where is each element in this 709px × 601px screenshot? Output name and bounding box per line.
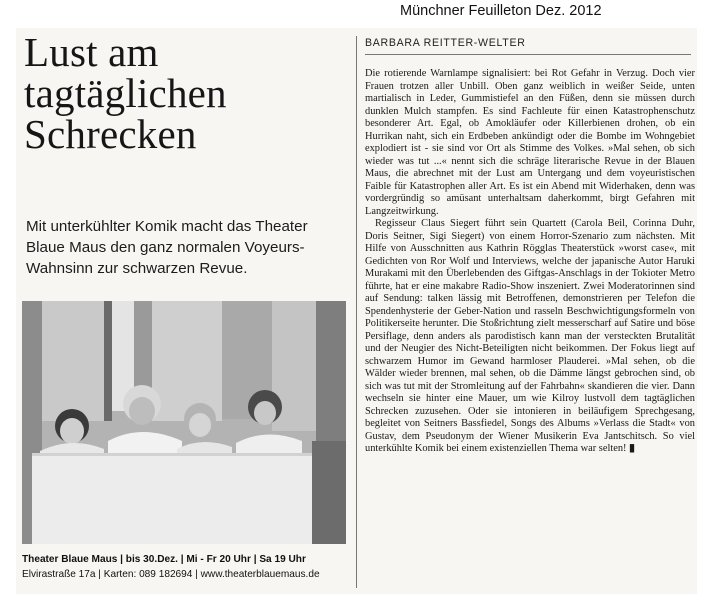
event-info bbox=[22, 552, 352, 582]
subheadline: Mit unterkühlter Komik macht das Theater Blaue Maus den ganz normalen Voyeurs-Wahnsinn zur schwarzen Revue. bbox=[26, 218, 308, 277]
stage-photo bbox=[22, 301, 346, 544]
event-info-line1: Theater Blaue Maus | bis 30.Dez. | Mi - Fr 20 Uhr | Sa 19 Uhr bbox=[22, 554, 306, 565]
newspaper-clipping bbox=[16, 28, 697, 594]
body-paragraph bbox=[365, 218, 695, 456]
body-paragraph: Die rotierende Warnlampe signalisiert: bei Rot Gefahr in Verzug. Doch vier Frauen trotzen aller Unbill. Oben ganz weiblich in weißer Seide, unten martialisch in Leder, Gummistiefel an den Füßen, denn sie müssen durch dunklen Mulch stampfen. Es sind Fachleute für einen Katastrophenschutz besonderer Art. Egal, ob Amokläufer oder Killerbienen drohen, ob ein Hurrikan naht, sich ein Erdbeben ankündigt oder die Bombe im Wohngebiet explodiert ist - sie sind vor Ort als Stimme des Volkes. »Mal sehen, ob sich wieder was tut ...« nennt sich die schräge literarische Revue in der Blauen Maus, die abrechnet mit der Lust am Untergang und dem voyeuristischen Faible für Katastrophen aller Art. Es ist ein Abend mit Widerhaken, denn was vordergründig so amüsant unterhaltsam daherkommt, birgt Gefahren mit Langzeitwirkung. bbox=[365, 68, 695, 217]
byline-rule bbox=[365, 54, 691, 55]
end-mark: ▮ bbox=[629, 443, 635, 454]
event-info-line2: Elvirastraße 17a | Karten: 089 182694 | www.theaterblauemaus.de bbox=[22, 569, 320, 580]
right-column bbox=[365, 28, 695, 594]
article-body bbox=[365, 68, 695, 456]
author-byline: BARBARA REITTER-WELTER bbox=[365, 37, 526, 49]
left-column bbox=[16, 28, 353, 594]
column-divider bbox=[356, 36, 357, 588]
stage-photo-image bbox=[22, 301, 346, 544]
body-paragraph-text: Regisseur Claus Siegert führt sein Quartett (Carola Beil, Corinna Duhr, Doris Seitner, Sigi Siegert) von einem Horror-Szenario zum nächsten. Mit Hilfe von Ausschnitten aus Kathrin Rögglas Theaterstück »worst case«, mit Gedichten von Ror Wolf und Interviews, welche der japanische Autor Haruki Murakami mit den Überlebenden des Giftgas-Anschlags in der Tokioter Metro führte, hat er eine makabre Radio-Show inszeniert. Zwei Moderatorinnen sind auf Sendung: talken lässig mit Betroffenen, demonstrieren per Telefon die Spendenhysterie der Geber-Nation und rasseln Beschwichtigungsformeln von Politikerseite herunter. Die Stoßrichtung zielt messerscharf auf Satire und böse Persiflage, denn anders als parodistisch kann man der versteckten Brutalität und der Neugier des Nicht-Beteiligten nicht beikommen. Der Fokus liegt auf schwarzem Humor im Gewand harmloser Plauderei. »Mal sehen, ob die Wälder wieder brennen, mal sehen, ob die Dämme längst gebrochen sind, ob sich was tut mit der Stromleitung auf der Fahrbahn« skandieren die vier. Dann wechseln sie hinter eine Mauer, um wie Kilroy lustvoll dem tagtäglichen Schrecken zuzusehen. Oder sie intonieren in beiläufigem Sprechgesang, begleitet von Seitners Bassfiedel, Songs des Albums »Verlass die Stadt« von Gustav, dem Pseudonym der Wiener Musikerin Eva Jantschitsch. So viel unterkühlte Komik bei einem existenziellen Thema war selten! bbox=[365, 218, 695, 454]
headline: Lust am tagtäglichen Schrecken bbox=[24, 29, 227, 157]
source-label: Münchner Feuilleton Dez. 2012 bbox=[400, 3, 602, 19]
